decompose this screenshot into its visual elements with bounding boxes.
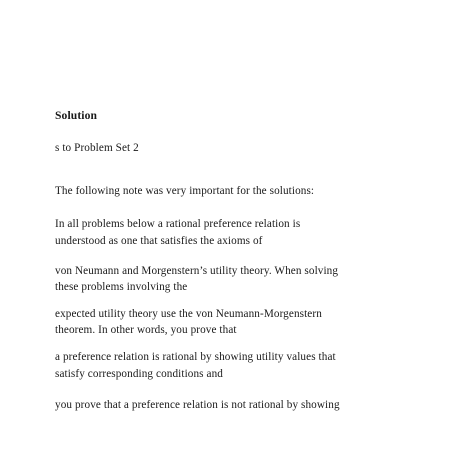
paragraph-5-line-2: satisfy corresponding conditions and	[55, 368, 223, 380]
document-subtitle: s to Problem Set 2	[55, 142, 139, 154]
paragraph-3-line-1: von Neumann and Morgenstern’s utility theory. When solving	[55, 265, 339, 277]
paragraph-1-line-1: The following note was very important for the solutions:	[55, 185, 315, 197]
paragraph-6-line-1: you prove that a preference relation is not rational by showing	[55, 399, 340, 411]
paragraph-2-line-2: understood as one that satisfies the axioms of	[55, 235, 263, 247]
document-heading: Solution	[55, 109, 98, 122]
paragraph-3-line-2: these problems involving the	[55, 281, 188, 293]
paragraph-5-line-1: a preference relation is rational by showing utility values that	[55, 351, 336, 363]
paragraph-2-line-1: In all problems below a rational preference relation is	[55, 218, 301, 230]
paragraph-4-line-2: theorem. In other words, you prove that	[55, 324, 237, 336]
paragraph-4-line-1: expected utility theory use the von Neumann-Morgenstern	[55, 308, 322, 320]
